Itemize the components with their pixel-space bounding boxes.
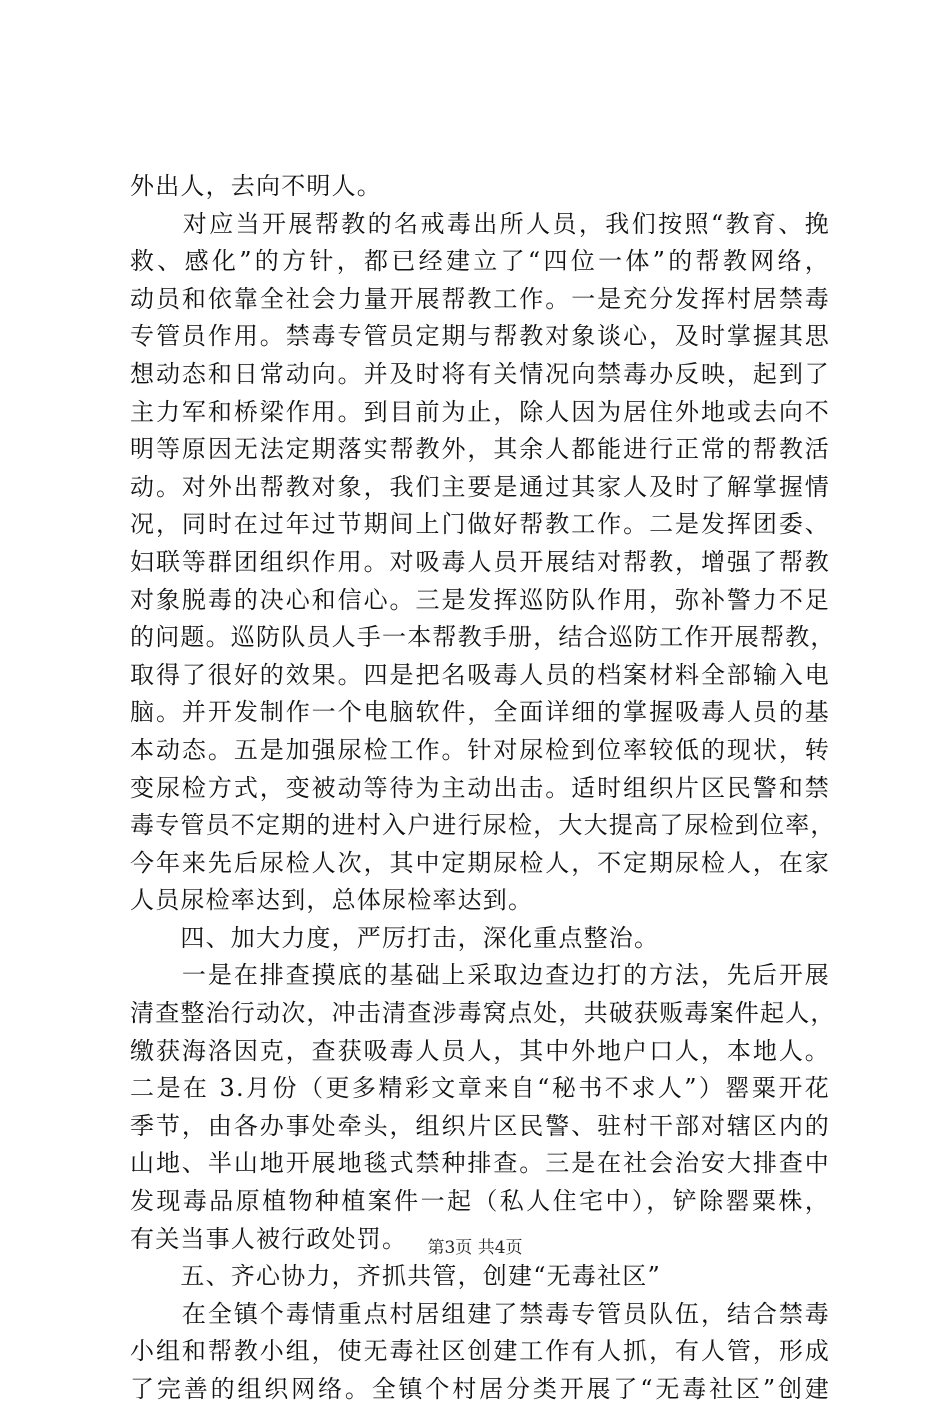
text-line: 人员尿检率达到，总体尿检率达到。 bbox=[130, 886, 534, 915]
text-line: 专管员作用。禁毒专管员定期与帮教对象谈心，及时掌握其思 bbox=[130, 322, 830, 351]
text-line: 动。对外出帮教对象，我们主要是通过其家人及时了解掌握情 bbox=[130, 472, 830, 501]
text-line: 五、齐心协力，齐抓共管，创建“无毒社区” bbox=[130, 1262, 661, 1291]
text-line: 毒专管员不定期的进村入户进行尿检，大大提高了尿检到位率， bbox=[130, 811, 836, 840]
text-line: 主力军和桥梁作用。到目前为止，除人因为居住外地或去向不 bbox=[130, 397, 830, 426]
text-line: 本动态。五是加强尿检工作。针对尿检到位率较低的现状，转 bbox=[130, 735, 830, 764]
text-line: 动员和依靠全社会力量开展帮教工作。一是充分发挥村居禁毒 bbox=[130, 284, 830, 313]
text-line: 缴获海洛因克，查获吸毒人员人，其中外地户口人，本地人。 bbox=[130, 1036, 830, 1065]
text-line: 变尿检方式，变被动等待为主动出击。适时组织片区民警和禁 bbox=[130, 773, 830, 802]
text-line: 二是在 3.月份（更多精彩文章来自“秘书不求人”）罂粟开花 bbox=[130, 1074, 830, 1103]
text-line: 一是在排查摸底的基础上采取边查边打的方法，先后开展 bbox=[130, 961, 830, 990]
text-line: 取得了很好的效果。四是把名吸毒人员的档案材料全部输入电 bbox=[130, 660, 830, 689]
text-line: 了完善的组织网络。全镇个村居分类开展了“无毒社区”创建 bbox=[130, 1375, 830, 1403]
text-line: 今年来先后尿检人次，其中定期尿检人，不定期尿检人，在家 bbox=[130, 848, 830, 877]
text-line: 在全镇个毒情重点村居组建了禁毒专管员队伍，结合禁毒 bbox=[130, 1299, 830, 1328]
text-line: 妇联等群团组织作用。对吸毒人员开展结对帮教，增强了帮教 bbox=[130, 547, 830, 576]
text-line: 山地、半山地开展地毯式禁种排查。三是在社会治安大排查中 bbox=[130, 1149, 830, 1178]
text-line: 小组和帮教小组，使无毒社区创建工作有人抓，有人管，形成 bbox=[130, 1337, 830, 1366]
text-line: 季节，由各办事处牵头，组织片区民警、驻村干部对辖区内的 bbox=[130, 1111, 830, 1140]
text-line: 四、加大力度，严厉打击，深化重点整治。 bbox=[130, 923, 660, 952]
text-line: 的问题。巡防队员人手一本帮教手册，结合巡防工作开展帮教， bbox=[130, 623, 836, 652]
text-line: 清查整治行动次，冲击清查涉毒窝点处，共破获贩毒案件起人， bbox=[130, 999, 836, 1028]
text-line: 外出人，去向不明人。 bbox=[130, 172, 382, 200]
text-line: 发现毒品原植物种植案件一起（私人住宅中），铲除罂粟株， bbox=[130, 1187, 830, 1216]
text-line: 明等原因无法定期落实帮教外，其余人都能进行正常的帮教活 bbox=[130, 435, 830, 464]
page-footer: 第3页 共4页 bbox=[427, 1238, 523, 1258]
text-line: 对象脱毒的决心和信心。三是发挥巡防队作用，弥补警力不足 bbox=[130, 585, 830, 614]
text-line: 想动态和日常动向。并及时将有关情况向禁毒办反映，起到了 bbox=[130, 359, 830, 388]
text-line: 况，同时在过年过节期间上门做好帮教工作。二是发挥团委、 bbox=[130, 510, 830, 539]
text-line: 救、感化”的方针，都已经建立了“四位一体”的帮教网络， bbox=[130, 247, 830, 276]
text-line: 脑。并开发制作一个电脑软件，全面详细的掌握吸毒人员的基 bbox=[130, 698, 830, 727]
text-line: 对应当开展帮教的名戒毒出所人员，我们按照“教育、挽 bbox=[130, 209, 830, 238]
document-body bbox=[130, 168, 836, 1409]
text-line: 有关当事人被行政处罚。 bbox=[130, 1224, 408, 1253]
